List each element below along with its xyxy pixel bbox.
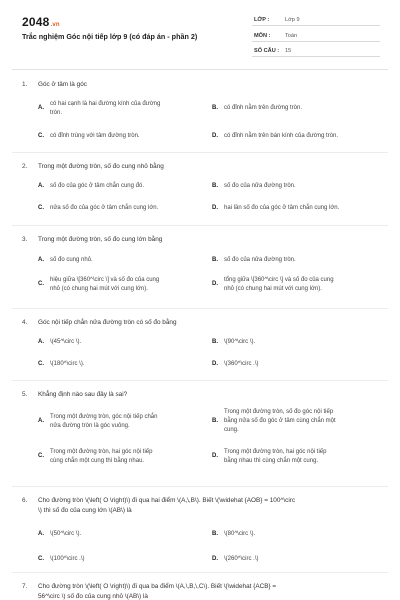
option-text-line: \(45^\circ \). <box>50 339 82 345</box>
answer-option-c[interactable] <box>38 360 208 369</box>
option-label: D. <box>212 133 218 139</box>
option-text <box>224 256 384 265</box>
option-label: D. <box>212 556 218 562</box>
option-label: A. <box>38 418 44 424</box>
option-label: A. <box>38 183 44 189</box>
option-text <box>224 530 384 539</box>
meta-row-subject <box>252 30 380 42</box>
option-text-line: số đo của nửa đường tròn. <box>224 257 296 263</box>
question-number: 4. <box>22 319 28 326</box>
option-label: C. <box>38 133 44 139</box>
answer-option-b[interactable] <box>212 338 382 347</box>
option-text <box>50 338 210 347</box>
option-text <box>50 100 210 118</box>
option-text <box>224 555 384 564</box>
option-text <box>224 408 384 435</box>
question-text: Cho đường tròn \(\left( O \right)\) đi qua ba điểm \(A,\,B,\,C\). Biết \(\widehat {ACB} = <box>38 583 277 590</box>
option-text <box>50 276 210 294</box>
answer-option-c[interactable] <box>38 555 208 564</box>
meta-value: Toán <box>285 33 298 39</box>
option-text-line: \(360^\circ .\) <box>224 361 259 367</box>
option-text <box>224 104 384 113</box>
question-number: 6. <box>22 497 28 504</box>
option-text-line: hai lần số đo của góc ở tâm chắn cung lớn. <box>224 205 340 211</box>
option-text-line: Trong một đường tròn, hai góc nội tiếp <box>50 448 153 455</box>
question-stem <box>22 162 377 172</box>
question-text: Trong một đường tròn, số đo cung lớn bằng <box>38 236 163 243</box>
answer-option-b[interactable] <box>212 182 382 191</box>
option-text-line: \(180^\circ \). <box>50 361 85 367</box>
question-stem <box>22 235 377 245</box>
option-text <box>224 360 384 369</box>
answer-option-a[interactable] <box>38 413 208 431</box>
brand-name: 2048 <box>22 15 50 29</box>
option-text-line: số đo cung nhỏ. <box>50 257 93 263</box>
option-text <box>50 256 210 265</box>
option-label: B. <box>212 339 218 345</box>
option-text-line: \(260^\circ .\) <box>224 556 259 562</box>
meta-key: MÔN : <box>254 33 271 39</box>
option-text-line: \(90^\circ \). <box>224 339 256 345</box>
option-text <box>50 204 210 213</box>
question-number: 3. <box>22 236 28 243</box>
option-text-line: \(80^\circ \). <box>224 531 256 537</box>
answer-option-c[interactable] <box>38 448 208 466</box>
option-label: B. <box>212 418 218 424</box>
answer-option-c[interactable] <box>38 132 208 141</box>
option-label: D. <box>212 361 218 367</box>
option-label: A. <box>38 257 44 263</box>
answer-option-b[interactable] <box>212 408 382 435</box>
option-label: D. <box>212 281 218 287</box>
question-text: Góc ở tâm là góc <box>38 81 87 88</box>
option-text-line: nhỏ (có chung hai mút với cung lớn). <box>50 285 148 292</box>
question-divider <box>12 152 388 153</box>
site-logo[interactable] <box>22 15 60 29</box>
option-label: C. <box>38 205 44 211</box>
answer-option-d[interactable] <box>212 555 382 564</box>
option-label: D. <box>212 205 218 211</box>
question-text: Trong một đường tròn, số đo cung nhỏ bằng <box>38 163 164 170</box>
option-text-line: có đỉnh nằm trên bán kính của đường tròn. <box>224 133 339 139</box>
option-text <box>50 448 210 466</box>
option-text <box>50 132 210 141</box>
option-text-line: Trong một đường tròn, số đo góc nội tiếp <box>224 409 334 415</box>
meta-row-class <box>252 14 380 26</box>
question-stem <box>22 496 377 515</box>
option-text <box>50 413 210 431</box>
option-text-line: số đo của góc ở tâm chắn cung đó. <box>50 183 144 189</box>
question-text: Góc nội tiếp chắn nửa đường tròn có số đo bằng <box>38 319 177 326</box>
option-text-line: bằng nhau thì cùng chắn một cung. <box>224 457 319 464</box>
question-text: Khẳng định nào sau đây là sai? <box>38 391 128 398</box>
option-text-line: \(50^\circ \). <box>50 531 82 537</box>
question-number: 1. <box>22 81 28 88</box>
option-text-line: có đỉnh trùng với tâm đường tròn. <box>50 133 140 139</box>
document-header <box>0 0 400 66</box>
option-label: C. <box>38 453 44 459</box>
option-text <box>224 182 384 191</box>
option-label: B. <box>212 183 218 189</box>
option-text <box>224 448 384 466</box>
question-stem <box>22 318 377 328</box>
meta-key: SỐ CÂU : <box>254 48 280 54</box>
option-text-line: số đo của nửa đường tròn. <box>224 183 296 189</box>
option-text-line: nửa số đo của góc ở tâm chắn cung lớn. <box>50 205 159 211</box>
answer-option-d[interactable] <box>212 132 382 141</box>
option-text-line: nhỏ (có chung hai mút với cung lớn). <box>224 285 322 292</box>
question-stem <box>22 390 377 400</box>
answer-option-a[interactable] <box>38 182 208 191</box>
meta-value: Lớp 9 <box>285 17 300 23</box>
option-label: B. <box>212 257 218 263</box>
question-divider <box>12 572 388 573</box>
option-text <box>50 530 210 539</box>
answer-option-a[interactable] <box>38 256 208 265</box>
option-text-line: có đỉnh nằm trên đường tròn. <box>224 105 302 111</box>
answer-option-a[interactable] <box>38 530 208 539</box>
option-text-line: tròn. <box>50 109 63 116</box>
question-divider <box>12 308 388 309</box>
question-divider <box>12 486 388 487</box>
brand-suffix: .vn <box>50 22 60 28</box>
answer-option-a[interactable] <box>38 338 208 347</box>
option-text-line: Trong một đường tròn, hai góc nội tiếp <box>224 448 327 455</box>
question-divider <box>12 380 388 381</box>
option-label: D. <box>212 453 218 459</box>
answer-option-d[interactable] <box>212 204 382 213</box>
option-label: B. <box>212 531 218 537</box>
option-label: A. <box>38 339 44 345</box>
option-text-line: Trong một đường tròn, góc nội tiếp chắn <box>50 413 158 420</box>
answer-option-b[interactable] <box>212 530 382 539</box>
question-stem <box>22 80 377 90</box>
question-stem <box>22 582 377 600</box>
meta-row-count <box>252 45 380 57</box>
option-text-line: nửa đường tròn là góc vuông. <box>50 422 130 429</box>
option-text <box>224 204 384 213</box>
option-text <box>224 132 384 141</box>
answer-option-a[interactable] <box>38 100 208 118</box>
question-text: 56^\circ \) số đo của cung nhỏ \(AB\) là <box>38 592 148 600</box>
question-text: \) thì số đo của cung lớn \(AB\) là <box>38 506 132 514</box>
question-text: Cho đường tròn \(\left( O \right)\) đi qua hai điểm \(A,\,B\). Biết \(\widehat {AOB} = 100^\circ <box>38 497 296 504</box>
option-text <box>224 276 384 294</box>
page-title: Trắc nghiệm Góc nội tiếp lớp 9 (có đáp án - phần 2) <box>22 32 198 41</box>
option-text-line: cung. <box>224 427 239 433</box>
answer-option-c[interactable] <box>38 276 208 294</box>
answer-option-d[interactable] <box>212 448 382 466</box>
option-text-line: \(100^\circ .\) <box>50 556 85 562</box>
option-label: B. <box>212 105 218 111</box>
question-number: 2. <box>22 163 28 170</box>
answer-option-d[interactable] <box>212 360 382 369</box>
option-text <box>50 555 210 564</box>
option-label: C. <box>38 281 44 287</box>
option-text <box>50 182 210 191</box>
option-text-line: có hai cạnh là hai đường kính của đường <box>50 100 161 107</box>
option-text-line: hiệu giữa \[360^\circ \] và số đo của cung <box>50 276 160 283</box>
answer-option-d[interactable] <box>212 276 382 294</box>
option-text <box>50 360 210 369</box>
answer-option-b[interactable] <box>212 104 382 113</box>
answer-option-b[interactable] <box>212 256 382 265</box>
option-text <box>224 338 384 347</box>
answer-option-c[interactable] <box>38 204 208 213</box>
option-text-line: tổng giữa \[360^\circ \] và số đo của cung <box>224 276 334 283</box>
question-divider <box>12 225 388 226</box>
header-divider <box>12 69 388 70</box>
meta-value: 15 <box>285 48 292 54</box>
meta-key: LỚP : <box>254 17 270 23</box>
question-number: 7. <box>22 583 28 590</box>
option-label: A. <box>38 531 44 537</box>
option-text-line: bằng nửa số đo góc ở tâm cùng chắn một <box>224 418 336 424</box>
option-text-line: cùng chắn một cung thì bằng nhau. <box>50 457 145 464</box>
option-label: C. <box>38 361 44 367</box>
question-number: 5. <box>22 391 28 398</box>
option-label: A. <box>38 105 44 111</box>
option-label: C. <box>38 556 44 562</box>
